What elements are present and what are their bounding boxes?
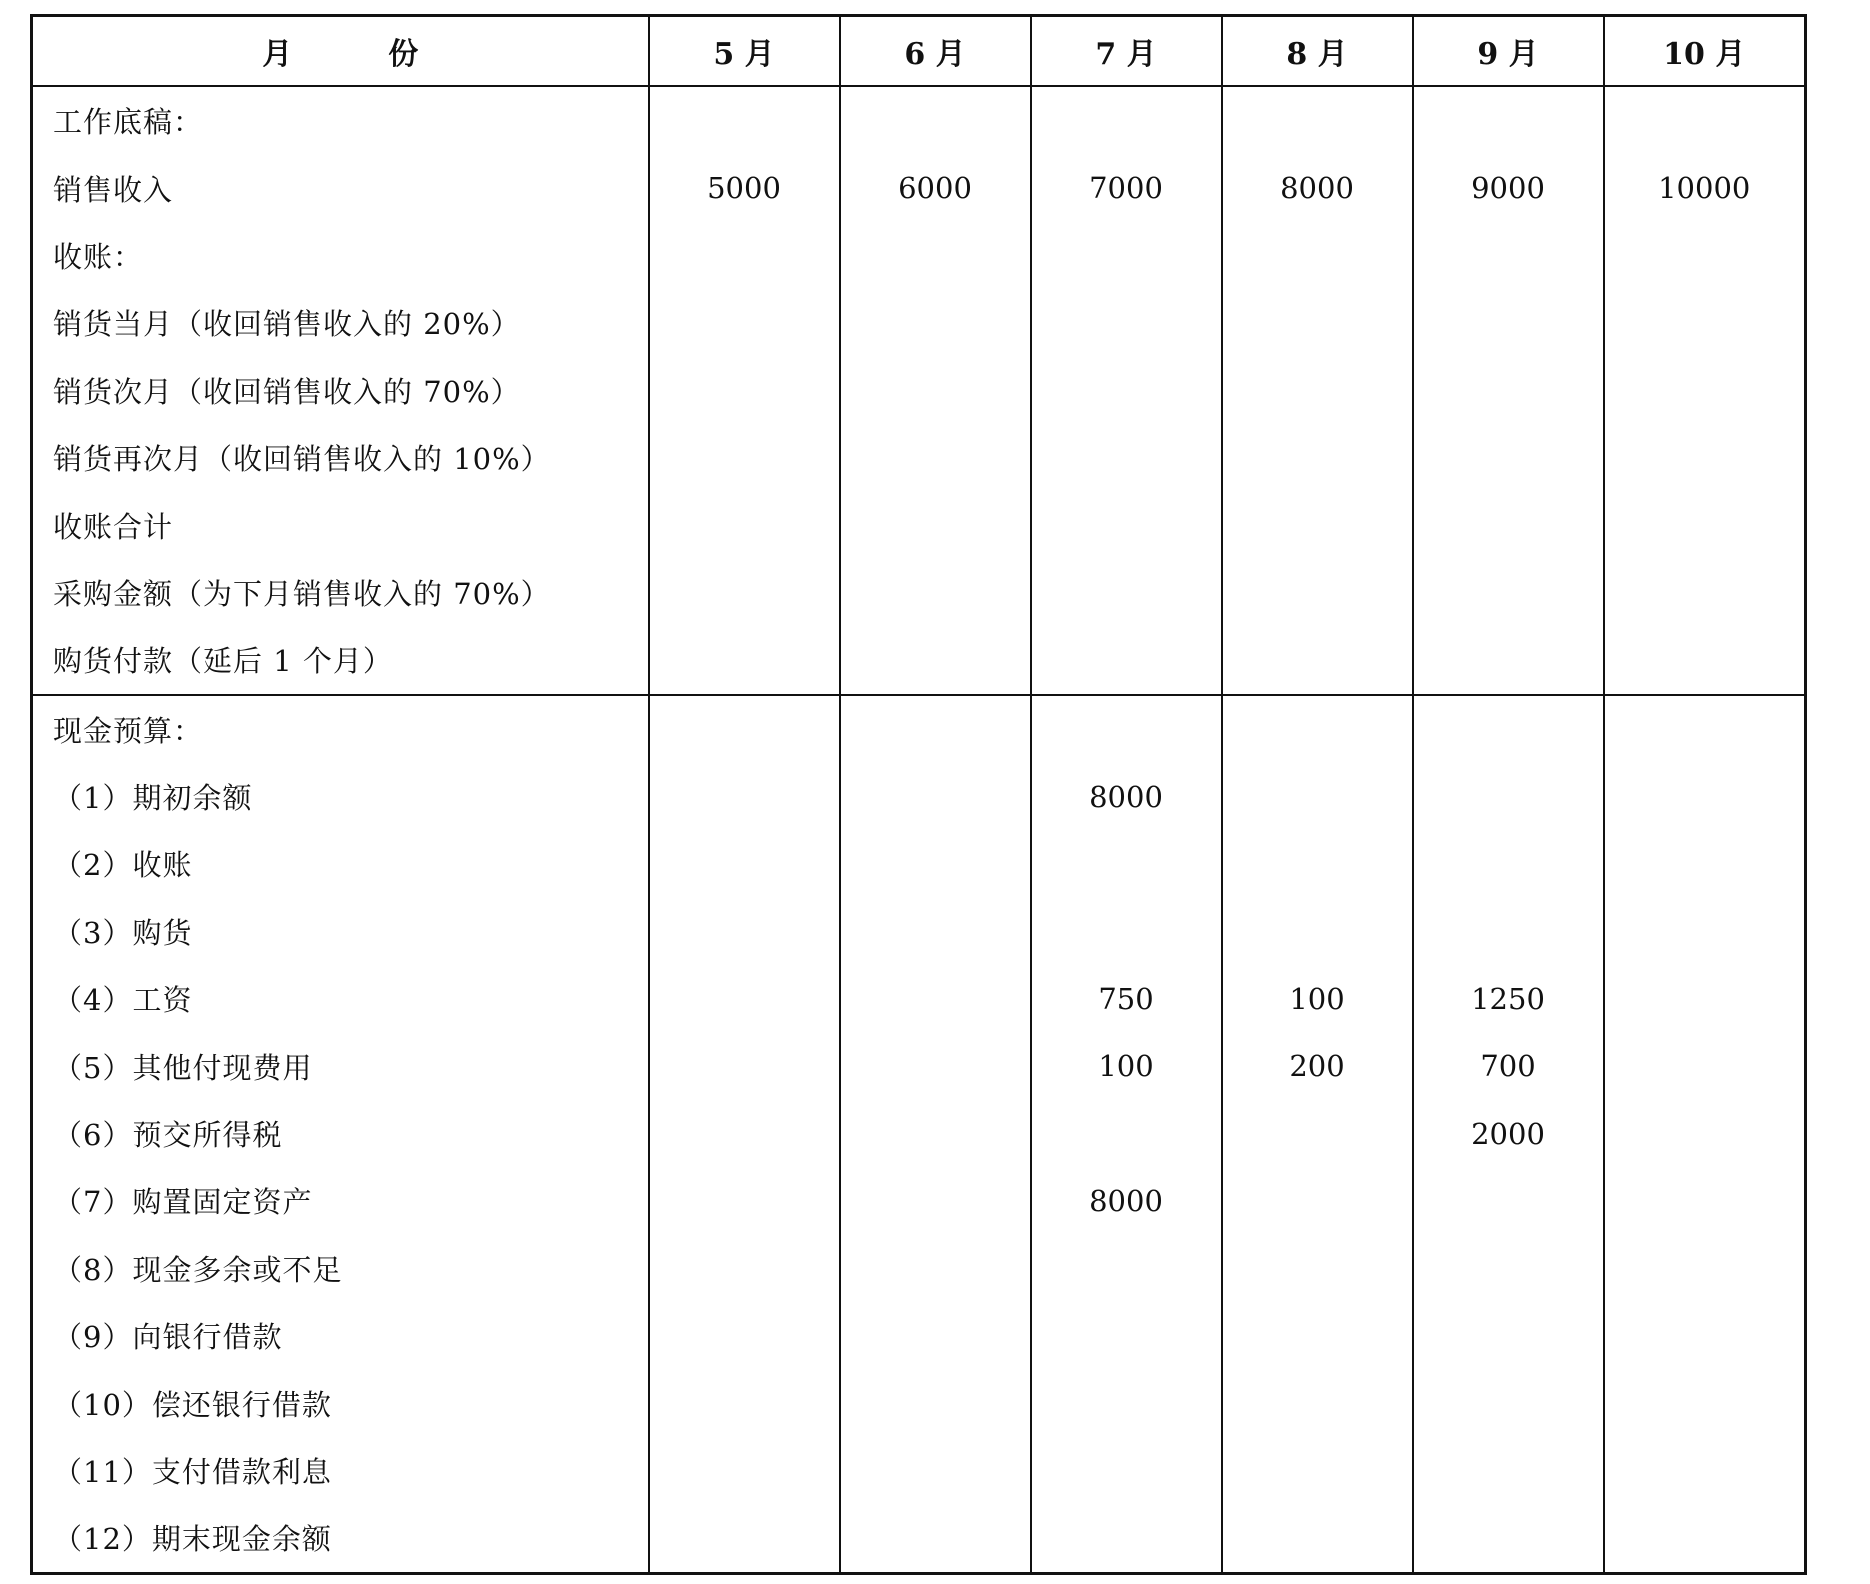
cash-budget-cell bbox=[840, 1032, 1031, 1099]
cash-budget-row bbox=[32, 1032, 1806, 1099]
cash-budget-row bbox=[32, 830, 1806, 897]
cash-budget-cell bbox=[1031, 1235, 1222, 1302]
worksheet-row-label: 工作底稿： bbox=[32, 86, 649, 154]
worksheet-cell: 8000 bbox=[1222, 154, 1413, 221]
cash-budget-cell bbox=[840, 1369, 1031, 1436]
worksheet-cell bbox=[1031, 222, 1222, 289]
cash-budget-row-label: （6）预交所得税 bbox=[32, 1100, 649, 1167]
table-body bbox=[32, 86, 1806, 1573]
cash-budget-cell bbox=[1413, 1167, 1604, 1234]
worksheet-row bbox=[32, 154, 1806, 221]
cash-budget-cell bbox=[1222, 1167, 1413, 1234]
worksheet-cell bbox=[1222, 222, 1413, 289]
cash-budget-cell bbox=[1604, 695, 1806, 763]
worksheet-cell bbox=[1222, 626, 1413, 694]
month-header-char-2: 份 bbox=[388, 37, 419, 72]
cash-budget-cell bbox=[649, 1235, 840, 1302]
cash-budget-row bbox=[32, 1437, 1806, 1504]
worksheet-cell bbox=[1604, 289, 1806, 356]
cash-budget-cell bbox=[1413, 830, 1604, 897]
cash-budget-cell bbox=[649, 965, 840, 1032]
cash-budget-cell bbox=[1222, 1369, 1413, 1436]
worksheet-row bbox=[32, 289, 1806, 356]
cash-budget-row-label: （9）向银行借款 bbox=[32, 1302, 649, 1369]
cash-budget-row bbox=[32, 1167, 1806, 1234]
worksheet-row-label: 购货付款（延后 1 个月） bbox=[32, 626, 649, 694]
cash-budget-row bbox=[32, 1504, 1806, 1573]
cash-budget-cell bbox=[1604, 1504, 1806, 1573]
cash-budget-cell bbox=[840, 695, 1031, 763]
worksheet-cell bbox=[840, 222, 1031, 289]
worksheet-row-label: 收账： bbox=[32, 222, 649, 289]
header-september: 9 月 bbox=[1413, 16, 1604, 87]
cash-budget-cell: 8000 bbox=[1031, 1167, 1222, 1234]
worksheet-row-label: 销售收入 bbox=[32, 154, 649, 221]
cash-budget-cell bbox=[1222, 1504, 1413, 1573]
cash-budget-cell bbox=[1413, 763, 1604, 830]
header-june: 6 月 bbox=[840, 16, 1031, 87]
worksheet-cell bbox=[649, 357, 840, 424]
cash-budget-row-label: （4）工资 bbox=[32, 965, 649, 1032]
cash-budget-cell: 2000 bbox=[1413, 1100, 1604, 1167]
cash-budget-cell bbox=[649, 1369, 840, 1436]
worksheet-cell bbox=[1604, 559, 1806, 626]
cash-budget-cell bbox=[649, 830, 840, 897]
cash-budget-cell bbox=[649, 695, 840, 763]
cash-budget-cell bbox=[1031, 1437, 1222, 1504]
worksheet-cell bbox=[1031, 559, 1222, 626]
worksheet-cell bbox=[1413, 289, 1604, 356]
worksheet-cell bbox=[1413, 222, 1604, 289]
header-may: 5 月 bbox=[649, 16, 840, 87]
cash-budget-cell bbox=[1413, 1302, 1604, 1369]
worksheet-cell bbox=[1222, 289, 1413, 356]
cash-budget-cell bbox=[649, 1504, 840, 1573]
cash-budget-cell bbox=[840, 1302, 1031, 1369]
cash-budget-cell: 8000 bbox=[1031, 763, 1222, 830]
cash-budget-cell bbox=[649, 1032, 840, 1099]
worksheet-cell bbox=[649, 491, 840, 558]
worksheet-row-label: 采购金额（为下月销售收入的 70%） bbox=[32, 559, 649, 626]
cash-budget-cell bbox=[840, 1100, 1031, 1167]
cash-budget-cell bbox=[1222, 1437, 1413, 1504]
cash-budget-cell bbox=[1413, 1235, 1604, 1302]
cash-budget-cell bbox=[1413, 1437, 1604, 1504]
worksheet-row-label: 收账合计 bbox=[32, 491, 649, 558]
worksheet-row-label: 销货再次月（收回销售收入的 10%） bbox=[32, 424, 649, 491]
worksheet-cell bbox=[1604, 424, 1806, 491]
cash-budget-cell bbox=[840, 1235, 1031, 1302]
table-header bbox=[32, 16, 1806, 87]
worksheet-cell bbox=[1031, 289, 1222, 356]
cash-budget-cell bbox=[1413, 1504, 1604, 1573]
cash-budget-cell bbox=[1604, 763, 1806, 830]
worksheet-row bbox=[32, 559, 1806, 626]
worksheet-cell bbox=[840, 357, 1031, 424]
cash-budget-row-label: （5）其他付现费用 bbox=[32, 1032, 649, 1099]
cash-budget-cell: 100 bbox=[1222, 965, 1413, 1032]
cash-budget-table bbox=[30, 14, 1807, 1575]
worksheet-cell bbox=[1413, 424, 1604, 491]
cash-budget-cell bbox=[1604, 1235, 1806, 1302]
cash-budget-cell bbox=[1222, 830, 1413, 897]
cash-budget-cell bbox=[840, 830, 1031, 897]
cash-budget-row-label: （3）购货 bbox=[32, 898, 649, 965]
cash-budget-row-label: （2）收账 bbox=[32, 830, 649, 897]
cash-budget-row-label: 现金预算： bbox=[32, 695, 649, 763]
worksheet-cell bbox=[1413, 626, 1604, 694]
worksheet-cell bbox=[1413, 357, 1604, 424]
worksheet-cell: 6000 bbox=[840, 154, 1031, 221]
cash-budget-cell bbox=[1604, 1032, 1806, 1099]
worksheet-cell bbox=[1031, 626, 1222, 694]
cash-budget-cell bbox=[1031, 898, 1222, 965]
worksheet-cell bbox=[840, 559, 1031, 626]
cash-budget-cell bbox=[1604, 1437, 1806, 1504]
cash-budget-cell bbox=[649, 1167, 840, 1234]
cash-budget-row-label: （7）购置固定资产 bbox=[32, 1167, 649, 1234]
cash-budget-cell bbox=[1413, 695, 1604, 763]
cash-budget-cell: 750 bbox=[1031, 965, 1222, 1032]
worksheet-cell bbox=[1413, 86, 1604, 154]
worksheet-cell bbox=[1604, 86, 1806, 154]
cash-budget-row-label: （10）偿还银行借款 bbox=[32, 1369, 649, 1436]
cash-budget-cell: 700 bbox=[1413, 1032, 1604, 1099]
cash-budget-cell bbox=[649, 1437, 840, 1504]
cash-budget-table-wrapper bbox=[30, 14, 1804, 1564]
worksheet-cell bbox=[649, 559, 840, 626]
cash-budget-cell bbox=[1413, 1369, 1604, 1436]
worksheet-cell bbox=[649, 222, 840, 289]
cash-budget-cell bbox=[1031, 1100, 1222, 1167]
worksheet-cell bbox=[649, 424, 840, 491]
worksheet-cell bbox=[1604, 222, 1806, 289]
worksheet-cell bbox=[1413, 491, 1604, 558]
cash-budget-cell bbox=[1604, 965, 1806, 1032]
cash-budget-row bbox=[32, 1235, 1806, 1302]
cash-budget-cell bbox=[840, 898, 1031, 965]
cash-budget-cell bbox=[1604, 1369, 1806, 1436]
cash-budget-cell bbox=[1222, 1235, 1413, 1302]
cash-budget-cell bbox=[1222, 1302, 1413, 1369]
cash-budget-cell bbox=[1604, 830, 1806, 897]
worksheet-cell bbox=[1604, 626, 1806, 694]
cash-budget-cell bbox=[649, 763, 840, 830]
cash-budget-row-label: （8）现金多余或不足 bbox=[32, 1235, 649, 1302]
cash-budget-cell bbox=[840, 763, 1031, 830]
worksheet-cell: 7000 bbox=[1031, 154, 1222, 221]
month-column-header bbox=[32, 16, 649, 87]
worksheet-cell: 9000 bbox=[1413, 154, 1604, 221]
worksheet-row bbox=[32, 424, 1806, 491]
cash-budget-cell bbox=[1031, 1369, 1222, 1436]
cash-budget-row bbox=[32, 1302, 1806, 1369]
cash-budget-cell bbox=[1222, 898, 1413, 965]
worksheet-cell bbox=[649, 626, 840, 694]
worksheet-cell bbox=[840, 289, 1031, 356]
cash-budget-cell bbox=[1222, 763, 1413, 830]
cash-budget-row-label: （1）期初余额 bbox=[32, 763, 649, 830]
header-row bbox=[32, 16, 1806, 87]
cash-budget-cell bbox=[1031, 695, 1222, 763]
worksheet-cell bbox=[1031, 491, 1222, 558]
worksheet-row bbox=[32, 86, 1806, 154]
worksheet-row bbox=[32, 222, 1806, 289]
worksheet-cell bbox=[649, 289, 840, 356]
cash-budget-cell bbox=[1413, 898, 1604, 965]
worksheet-cell bbox=[1222, 86, 1413, 154]
month-header-char-1: 月 bbox=[262, 37, 293, 72]
cash-budget-cell: 100 bbox=[1031, 1032, 1222, 1099]
worksheet-cell bbox=[840, 86, 1031, 154]
cash-budget-row bbox=[32, 763, 1806, 830]
header-october: 10 月 bbox=[1604, 16, 1806, 87]
cash-budget-cell bbox=[1031, 1302, 1222, 1369]
worksheet-cell bbox=[1222, 559, 1413, 626]
cash-budget-row-label: （11）支付借款利息 bbox=[32, 1437, 649, 1504]
worksheet-cell bbox=[1031, 357, 1222, 424]
worksheet-cell: 10000 bbox=[1604, 154, 1806, 221]
cash-budget-cell bbox=[840, 1504, 1031, 1573]
cash-budget-cell: 200 bbox=[1222, 1032, 1413, 1099]
worksheet-cell bbox=[840, 626, 1031, 694]
worksheet-row bbox=[32, 491, 1806, 558]
worksheet-cell bbox=[1413, 559, 1604, 626]
worksheet-cell bbox=[840, 491, 1031, 558]
worksheet-row-label: 销货次月（收回销售收入的 70%） bbox=[32, 357, 649, 424]
cash-budget-cell bbox=[1604, 1167, 1806, 1234]
header-august: 8 月 bbox=[1222, 16, 1413, 87]
cash-budget-cell: 1250 bbox=[1413, 965, 1604, 1032]
worksheet-row bbox=[32, 357, 1806, 424]
cash-budget-row bbox=[32, 965, 1806, 1032]
worksheet-cell bbox=[1604, 357, 1806, 424]
cash-budget-cell bbox=[1604, 1100, 1806, 1167]
cash-budget-row bbox=[32, 1369, 1806, 1436]
worksheet-cell bbox=[1031, 424, 1222, 491]
worksheet-cell bbox=[1222, 491, 1413, 558]
header-july: 7 月 bbox=[1031, 16, 1222, 87]
cash-budget-row bbox=[32, 1100, 1806, 1167]
cash-budget-row bbox=[32, 898, 1806, 965]
worksheet-cell bbox=[1222, 424, 1413, 491]
cash-budget-cell bbox=[1604, 898, 1806, 965]
cash-budget-cell bbox=[1222, 695, 1413, 763]
cash-budget-cell bbox=[840, 1167, 1031, 1234]
worksheet-row bbox=[32, 626, 1806, 694]
worksheet-cell bbox=[1222, 357, 1413, 424]
worksheet-row-label: 销货当月（收回销售收入的 20%） bbox=[32, 289, 649, 356]
cash-budget-cell bbox=[840, 1437, 1031, 1504]
cash-budget-cell bbox=[1031, 830, 1222, 897]
cash-budget-cell bbox=[1031, 1504, 1222, 1573]
worksheet-cell: 5000 bbox=[649, 154, 840, 221]
worksheet-cell bbox=[1604, 491, 1806, 558]
worksheet-cell bbox=[649, 86, 840, 154]
cash-budget-cell bbox=[1604, 1302, 1806, 1369]
worksheet-cell bbox=[840, 424, 1031, 491]
cash-budget-cell bbox=[649, 1302, 840, 1369]
cash-budget-row bbox=[32, 695, 1806, 763]
cash-budget-row-label: （12）期末现金余额 bbox=[32, 1504, 649, 1573]
cash-budget-cell bbox=[649, 898, 840, 965]
worksheet-cell bbox=[1031, 86, 1222, 154]
cash-budget-cell bbox=[840, 965, 1031, 1032]
cash-budget-cell bbox=[1222, 1100, 1413, 1167]
cash-budget-cell bbox=[649, 1100, 840, 1167]
